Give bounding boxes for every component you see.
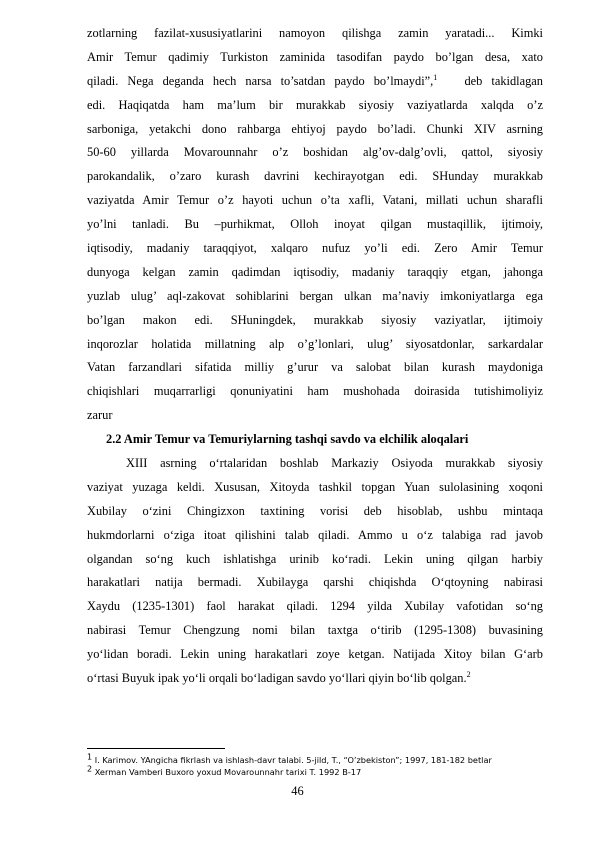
text-line — [87, 667, 543, 691]
text-line: Vatan farzandlari sifatida milliy g’urur va salobat bilan kurash maydoniga — [87, 360, 543, 375]
text-line: parokandalik, o’zaro kurash davrini kechirayotgan edi. SHunday murakkab — [87, 169, 543, 184]
text-line: Xaydu (1235-1301) faol harakat qiladi. 1294 yilda Xubilay vafotidan so‘ng — [87, 599, 543, 614]
text-line — [87, 70, 543, 94]
text-line: olgandan so‘ng kuch ishlatishga urinib ko‘radi. Lekin uning qilgan harbiy — [87, 551, 543, 566]
text-line: hukmdorlarni o‘ziga itoat qilishini talab qiladi. Ammo u o‘z talabiga rad javob — [87, 527, 543, 542]
text-line: zarur — [87, 408, 113, 423]
footnote-text: I. Karimov. YAngicha fikrlash va ishlash-davr talabi. 5-jild, T., “O’zbekiston”; 1997, 181-182 betlar — [92, 755, 492, 765]
paragraph-amir-temur — [87, 22, 543, 428]
footnote-marker: 1 — [87, 752, 93, 762]
text-line: zotlarning fazilat-xususiyatlarini namoyon qilishga zamin yaratadi... Kimki — [87, 26, 543, 40]
text-line: nabirasi Temur Chengzung nomi bilan taxtga o‘tirib (1295-1308) buvasining — [87, 623, 543, 638]
footnote-text: Xerman Vamberi Buxoro yoxud Movarounnahr tarixi T. 1992 B-17 — [92, 766, 362, 777]
text-line: Amir Temur qadimiy Turkiston zaminida tasodifan paydo bo’lgan desa, xato — [87, 49, 543, 64]
text-line: vaziyatda Amir Temur o’z hayoti uchun o’ta xafli, Vatani, millati uchun sharafli — [87, 193, 543, 208]
paragraph-xiii-century — [87, 452, 543, 691]
footnote-ref-2: 2 — [466, 669, 471, 679]
text-line: yuzlab ulug’ aql-zakovat sohiblarini bergan ulkan ma’naviy imkoniyatlarga ega — [87, 288, 543, 303]
page-number: 46 — [291, 784, 304, 798]
footnote-divider — [87, 748, 225, 749]
text-line: iqtisodiy, madaniy taraqqiyot, xalqaro nufuz yo’li edi. Zero Amir Temur — [87, 241, 543, 256]
footnotes — [87, 752, 547, 778]
text-line: chiqishlari muqarrarligi qonuniyatini ham mushohada doirasida tutishimoliyiz — [87, 384, 543, 399]
text-line: yo’lni tanladi. Bu –purhikmat, Olloh inoyat qilgan mustaqillik, ijtimoiy, — [87, 217, 543, 232]
text-line: yo‘lidan boradi. Lekin uning harakatlari zoye ketgan. Natijada Xitoy bilan G‘arb — [87, 647, 543, 662]
footnote-ref-1: 1 — [433, 72, 438, 82]
text-line: 50-60 yillarda Movarounnahr o’z boshidan alg’ov-dalg’ovli, qattol, siyosiy — [87, 145, 543, 160]
text-line: edi. Haqiqatda ham ma’lum bir murakkab siyosiy vaziyatlarda xalqda o’z — [87, 97, 543, 112]
text-line: inqorozlar holatida millatning alp o’g’lonlari, ulug’ siyosatdonlar, sarkardalar — [87, 336, 543, 351]
text-line-part: qiladi. Nega deganda hech narsa to’satdan paydo bo’lmaydi”, — [87, 73, 434, 88]
text-line-part: deb takidlagan — [464, 73, 543, 88]
text-line: vaziyat yuzaga keldi. Xususan, Xitoyda tashkil topgan Yuan sulolasining xoqoni — [87, 479, 543, 494]
section-heading: 2.2 Amir Temur va Temuriylarning tashqi savdo va elchilik aloqalari — [106, 432, 469, 447]
footnote-marker: 2 — [87, 763, 93, 773]
footnote-1 — [87, 752, 547, 767]
document-page — [87, 22, 543, 691]
text-line: XIII asrning o‘rtalaridan boshlab Markaziy Osiyoda murakkab siyosiy — [126, 456, 543, 471]
footnote-2 — [87, 763, 547, 779]
text-line: sarboniga, yetakchi dono rahbarga ehtiyoj paydo bo’ladi. Chunki XIV asrning — [87, 121, 543, 136]
text-line: dunyoga kelgan zamin qadimdan iqtisodiy, madaniy taraqqiy etgan, jahonga — [87, 264, 543, 279]
text-line-part: o‘rtasi Buyuk ipak yo‘li orqali bo‘ladigan savdo yo‘llari qiyin bo‘lib qolgan. — [87, 671, 467, 686]
text-line: Xubilay o‘zini Chingizxon taxtining vorisi deb hisoblab, ushbu mintaqa — [87, 503, 543, 518]
text-line: harakatlari natija bermadi. Xubilayga qarshi chiqishda O‘qtoyning nabirasi — [87, 575, 543, 590]
text-line: bo’lgan makon edi. SHuningdek, murakkab siyosiy vaziyatlar, ijtimoiy — [87, 312, 543, 327]
